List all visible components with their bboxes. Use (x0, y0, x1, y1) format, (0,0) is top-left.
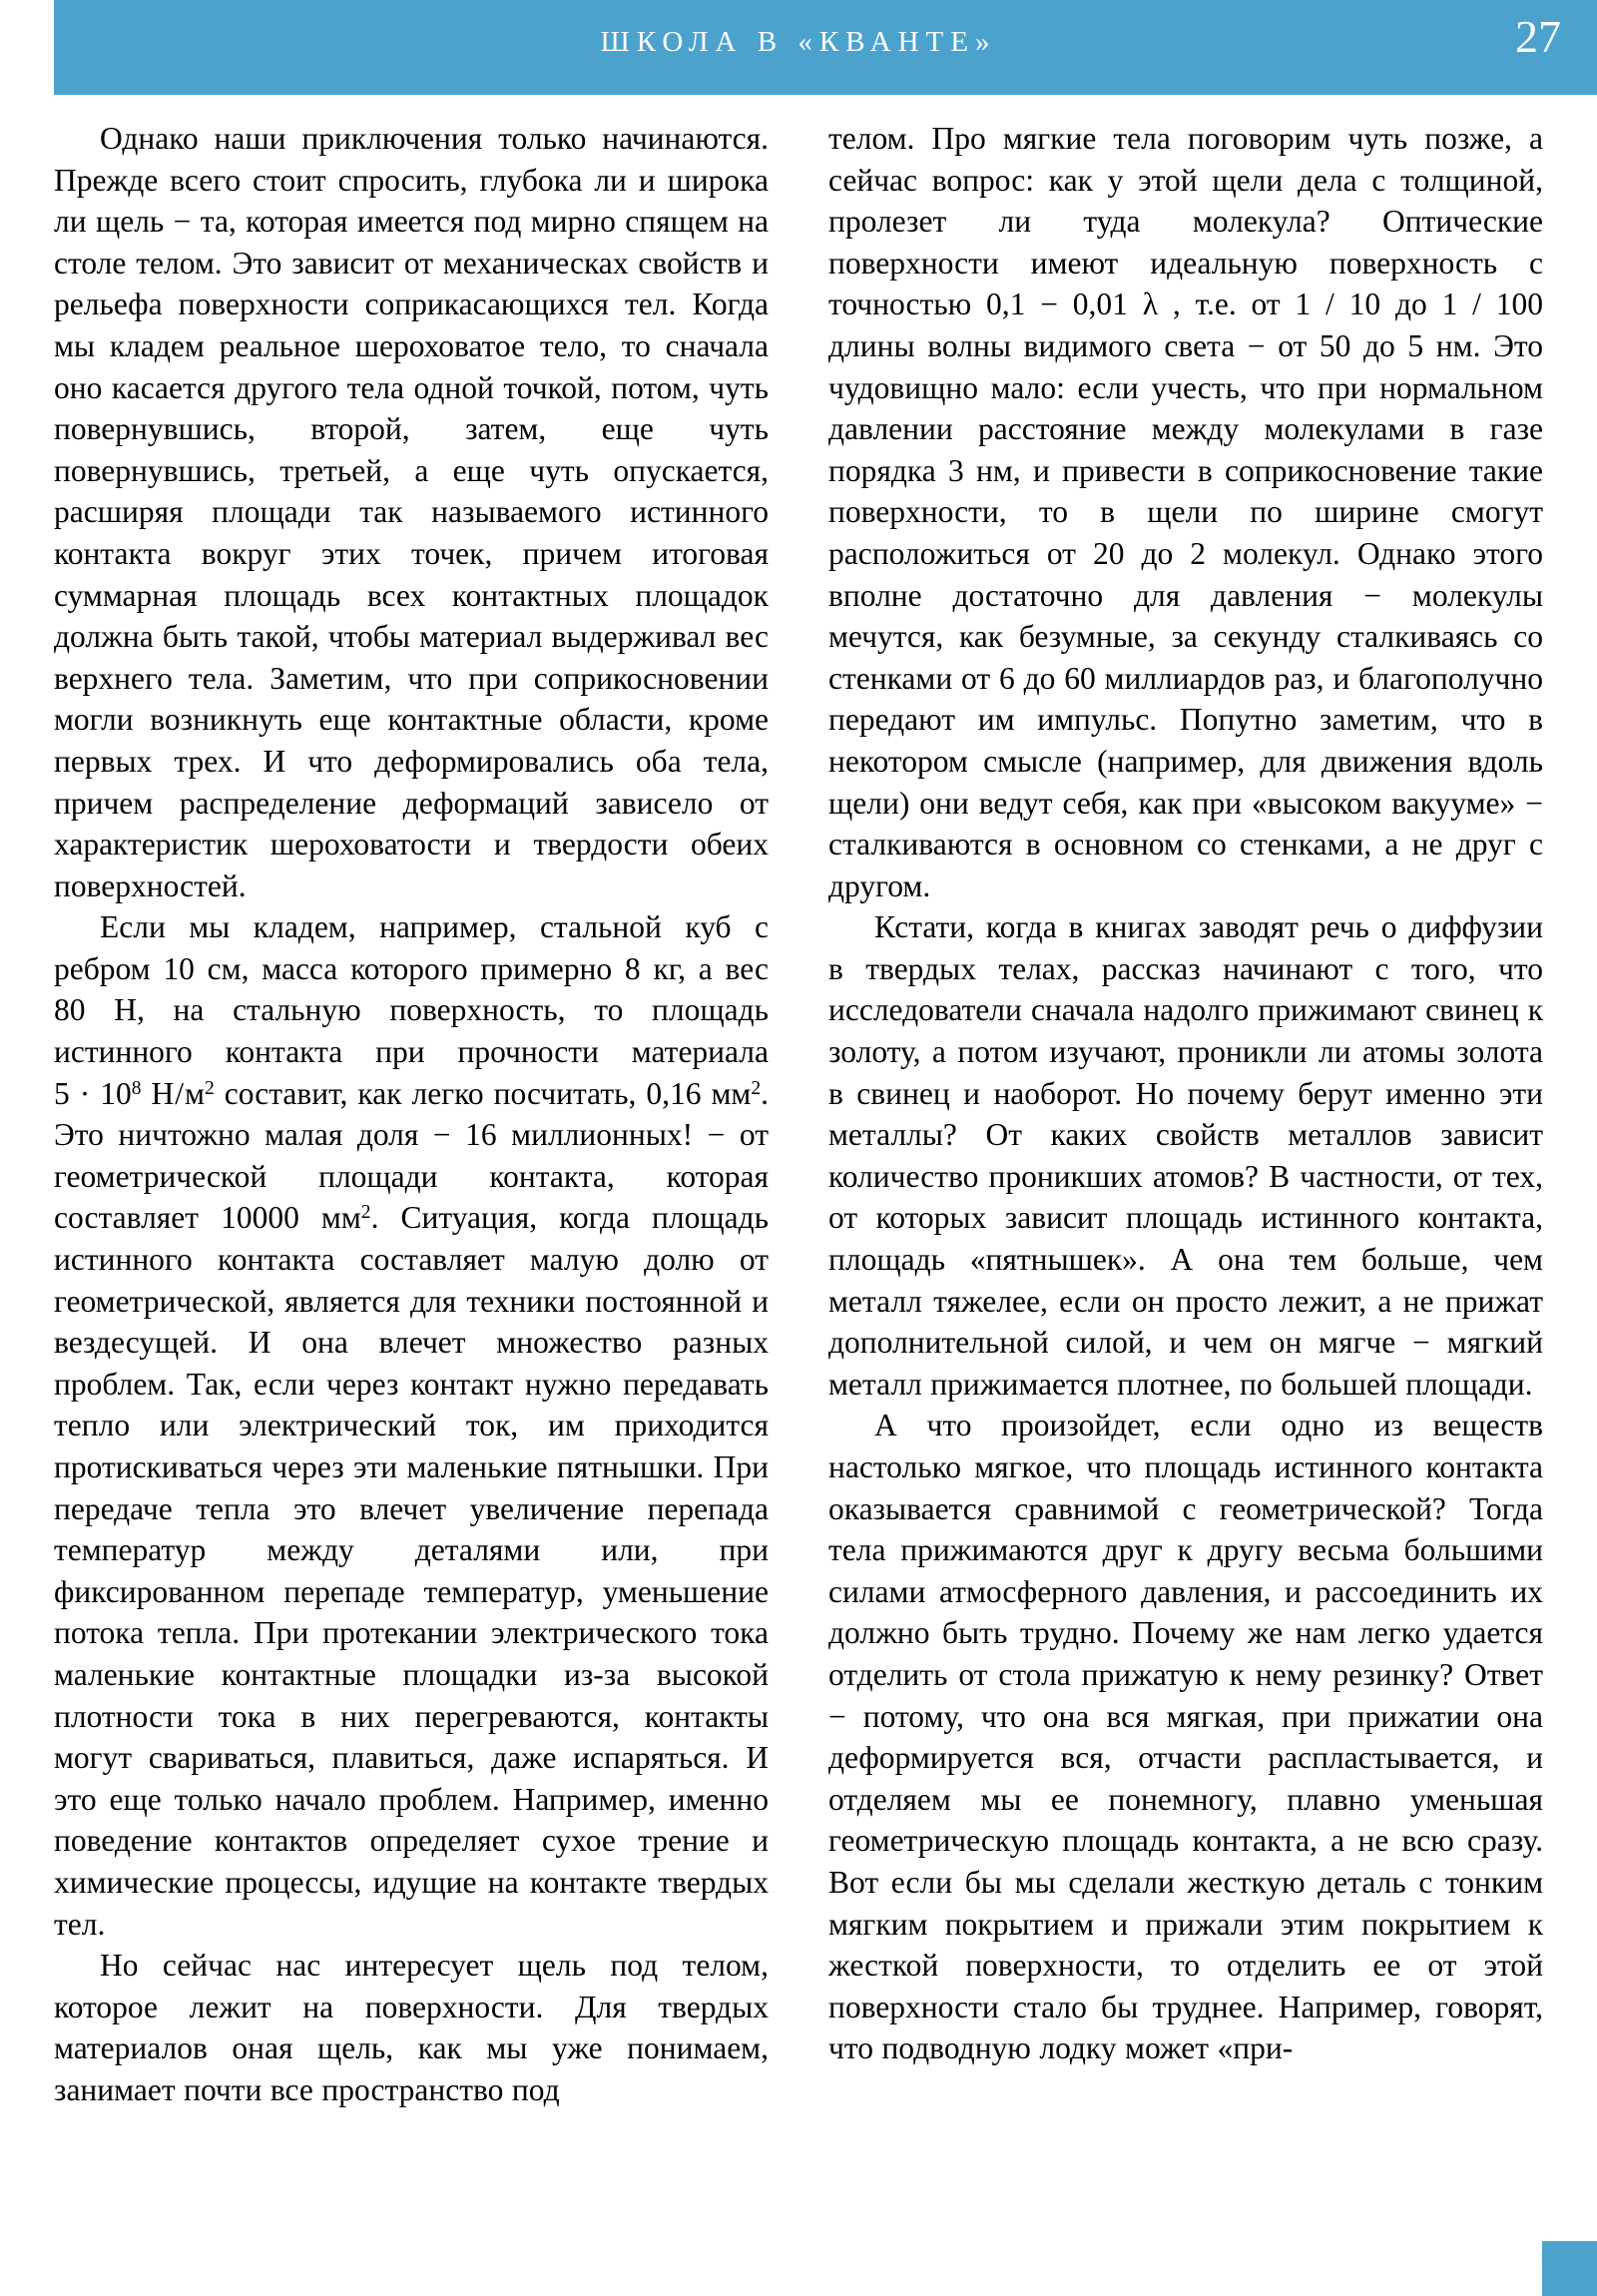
paragraph-text-segment: . Ситуация, когда площадь истинного контакта составляет малую долю от геометрической, является для техники постоянной и вездесущей. И она влечет множество разных проблем. Так, если через контакт нужно передавать тепло или электрический ток, им приходится протискиваться через эти маленькие пятнышки. При передаче тепла это влечет увеличение перепада температур между деталями или, при фиксированном перепаде температур, уменьшение потока тепла. При протекании электрического тока маленькие контактные площадки из-за высокой плотности тока в них перегреваются, контакты могут свариваться, плавиться, даже испаряться. И это еще только начало проблем. Например, именно поведение контактов определяет сухое трение и химические процессы, идущие на контакте твердых тел. (54, 1200, 770, 1942)
paragraph: А что произойдет, если одно из веществ настолько мягкое, что площадь истинного контакта оказывается сравнимой с геометрической? Тогда тела прижимаются друг к другу весьма большими силами атмосферного давления, и рассоединить их должно быть трудно. Почему же нам легко удается отделить от стола прижатую к нему резинку? Ответ − потому, что она вся мягкая, при прижатии она деформируется вся, отчасти распластывается, и отделяем мы ее понемногу, плавно уменьшая геометрическую площадь контакта, а не всю сразу. Вот если бы мы сделали жесткую деталь с тонким мягким покрытием и прижали этим покрытием к жесткой поверхности, то отделить ее от этой поверхности стало бы труднее. Например, говорят, что подводную лодку может «при- (828, 1408, 1543, 2066)
formula-slash: / (175, 1075, 185, 1111)
formula-geometric-area (221, 1200, 370, 1235)
formula-true-contact-area (646, 1076, 761, 1111)
left-text-column (54, 118, 769, 2111)
formula-exponent: 8 (131, 1077, 142, 1099)
right-text-column (828, 118, 1543, 2069)
formula-base: 10000 мм (221, 1200, 361, 1236)
page-number: 27 (1515, 11, 1561, 62)
formula-exponent: 2 (751, 1077, 762, 1099)
paragraph-text-segment: длины волны видимого света − от 50 до 5 нм. Это чудовищно мало: если учесть, что при нормальном давлении расстояние между молекулами в газе порядка 3 нм, и привести в соприкосновение такие поверхности, то в щели по ширине смогут расположиться от 20 до 2 молекул. Однако этого вполне достаточно для давления − молекулы мечутся, как безумные, за секунду сталкиваясь со стенками от 6 до 60 миллиардов раз, и благополучно передают им импульс. Попутно заметим, что в некотором смысле (например, для движения вдоль щели) они ведут себя, как при «высоком вакууме» − сталкиваются в основном со стенками, а не друг с другом. (828, 327, 1543, 903)
paragraph-text-segment: составит, как легко посчитать, (214, 1075, 647, 1111)
formula-surface-precision: 0,1 − 0,01 λ (986, 287, 1159, 322)
article-body (54, 118, 1543, 2111)
paragraph-text-segment: Если мы кладем, например, стальной куб с ребром 10 см, масса которого примерно 8 кг, а вес 80 Н, на стальную поверхность, то площадь истинного контакта при прочности материала (54, 909, 769, 1070)
paragraph-text-segment: телом. Про мягкие тела поговорим чуть позже, а сейчас вопрос: как у этой щели дела с толщиной, пролезет ли туда молекула? Оптические поверхности имеют идеальную поверхность с точностью (828, 121, 1543, 322)
formula-base: 5 · 10 (54, 1075, 132, 1111)
formula-fraction-one-hundredth: 1 / 100 (1441, 287, 1544, 322)
formula-unit-numerator: Н (141, 1075, 175, 1111)
paragraph-text-segment: до (1380, 287, 1442, 322)
page-header-title: ШКОЛА В «КВАНТЕ» (600, 26, 997, 58)
paragraph: Кстати, когда в книгах заводят речь о диффузии в твердых телах, рассказ начинают с того, что исследователи сначала надолго прижимают свинец к золоту, а потом изучают, проникли ли атомы золота в свинец и наоборот. Но почему берут именно эти металлы? От каких свойств металлов зависит количество проникших атомов? В частности, от тех, от которых зависит площадь истинного контакта, площадь «пятнышек». А она тем больше, чем металл тяжелее, если он просто лежит, а не прижат дополнительной силой, и чем он мягче − мягкий металл прижимается плотнее, по большей площади. (828, 909, 1543, 1402)
paragraph (828, 118, 1543, 906)
page-header-banner (54, 0, 1597, 95)
formula-unit-denominator: м (185, 1075, 205, 1111)
paragraph-text-segment: . Это ничтожно малая доля − 16 миллионных! − от геометрической площади контакта, которая составляет (54, 1075, 769, 1236)
formula-fraction-one-tenth: 1 / 10 (1295, 287, 1381, 322)
paragraph: Но сейчас нас интересует щель под телом, которое лежит на поверхности. Для твердых материалов оная щель, как мы уже понимаем, занимает почти все пространство под (54, 1948, 769, 2107)
formula-base: 0,16 мм (646, 1075, 752, 1111)
formula-stress-strength (54, 1076, 215, 1111)
paragraph-text-segment: , т.е. от (1158, 287, 1296, 322)
paragraph (54, 906, 769, 1945)
formula-exponent: 2 (360, 1202, 371, 1224)
formula-unit-exponent: 2 (204, 1077, 215, 1099)
paragraph: Однако наши приключения только начинаются. Прежде всего стоит спросить, глубока ли и широка ли щель − та, которая имеется под мирно спящем на столе телом. Это зависит от механическах свойств и рельефа поверхности соприкасающихся тел. Когда мы кладем реальное шероховатое тело, то сначала оно касается другого тела одной точкой, потом, чуть повернувшись, второй, затем, еще чуть повернувшись, третьей, а еще чуть опускается, расширяя площади так называемого истинного контакта вокруг этих точек, причем итоговая суммарная площадь всех контактных площадок должна быть такой, чтобы материал выдерживал вес верхнего тела. Заметим, что при соприкосновении могли возникнуть еще контактные области, кроме первых трех. И что деформировались оба тела, причем распределение деформаций зависело от характеристик шероховатости и твердости обеих поверхностей. (54, 121, 769, 903)
corner-accent-marker (1542, 2241, 1597, 2296)
